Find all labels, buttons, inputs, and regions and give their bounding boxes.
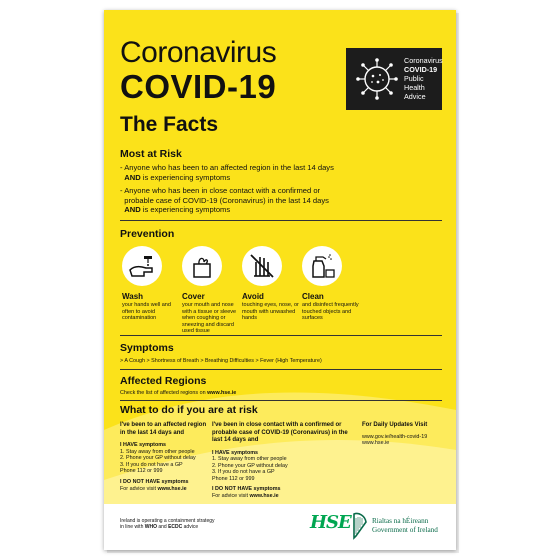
risk-bullet-1: - Anyone who has been to an affected region in the last 14 days AND is experiencing symptoms <box>120 163 334 182</box>
hse-link[interactable]: www.hse.ie <box>362 440 390 447</box>
harp-logo <box>351 510 369 540</box>
divider <box>120 400 442 401</box>
affected-regions-text: Check the list of affected regions on www.hse.ie <box>120 390 237 396</box>
hse-link[interactable]: www.hse.ie <box>157 485 187 492</box>
hse-link[interactable]: www.hse.ie <box>207 390 237 396</box>
affected-regions-heading: Affected Regions <box>120 375 207 387</box>
symptoms-heading: Symptoms <box>120 342 174 354</box>
badge-text: Coronavirus COVID-19 Public Health Advice <box>404 56 443 101</box>
hse-link[interactable]: www.hse.ie <box>249 493 279 500</box>
tissue-box-icon <box>182 246 222 286</box>
risk-bullet-2: - Anyone who has been in close contact with a confirmed or probable case of COVID-19 (Coronavirus) in the last 14 days AND is experiencing symptoms <box>120 186 329 215</box>
col-daily-updates: For Daily Updates Visit www.gov.ie/health-covid-19 www.hse.ie <box>362 422 448 447</box>
what-to-do-heading: What to do if you are at risk <box>120 404 258 416</box>
harp-icon <box>351 510 369 540</box>
prevention-heading: Prevention <box>120 228 175 240</box>
virus-icon <box>350 52 404 106</box>
covid-facts-poster <box>104 10 456 550</box>
spray-bottle-icon <box>302 246 342 286</box>
containment-note: Ireland is operating a containment strategy in line with WHO and ECDC advice <box>120 518 215 531</box>
government-of-ireland-logo: Rialtas na hÉireann Government of Ireland <box>372 517 438 534</box>
title-covid-19: COVID-19 <box>120 68 277 105</box>
no-touch-hand-icon <box>242 246 282 286</box>
public-health-advice-badge <box>346 48 442 110</box>
prevention-clean: Clean and disinfect frequently touched objects and surfaces <box>302 246 362 322</box>
hand-wash-icon <box>122 246 162 286</box>
prevention-cover: Cover your mouth and nose with a tissue or sleeve when coughing or sneezing and discard used tissue <box>182 246 242 335</box>
title-the-facts: The Facts <box>120 113 219 136</box>
gov-ie-link[interactable]: www.gov.ie/health-covid-19 <box>362 433 428 440</box>
col-close-contact: I've been in close contact with a confirmed or probable case of COVID-19 (Coronavirus) in the last 14 days and I HAVE symptoms 1. Stay away from other people 2. Phone your GP without delay 3. If you do not have a GP Phone 112 or 999 I DO NOT HAVE symptoms For advice visit www.hse.ie <box>212 422 348 500</box>
symptoms-list: > A Cough > Shortness of Breath > Breathing Difficulties > Fever (High Temperature) <box>120 358 322 364</box>
prevention-avoid: Avoid touching eyes, nose, or mouth with unwashed hands <box>242 246 302 322</box>
divider <box>120 335 442 336</box>
col-affected-region: I've been to an affected region in the last 14 days and I HAVE symptoms 1. Stay away from other people 2. Phone your GP without delay 3. If you do not have a GP Phone 112 or 999 I DO NOT HAVE symptoms For advice visit www.hse.ie <box>120 422 207 492</box>
divider <box>120 369 442 370</box>
title-coronavirus: Coronavirus <box>120 36 277 69</box>
hse-logo: HSE <box>310 512 351 533</box>
prevention-wash: Wash your hands well and often to avoid contamination <box>122 246 182 322</box>
divider <box>120 220 442 221</box>
most-at-risk-heading: Most at Risk <box>120 148 182 160</box>
